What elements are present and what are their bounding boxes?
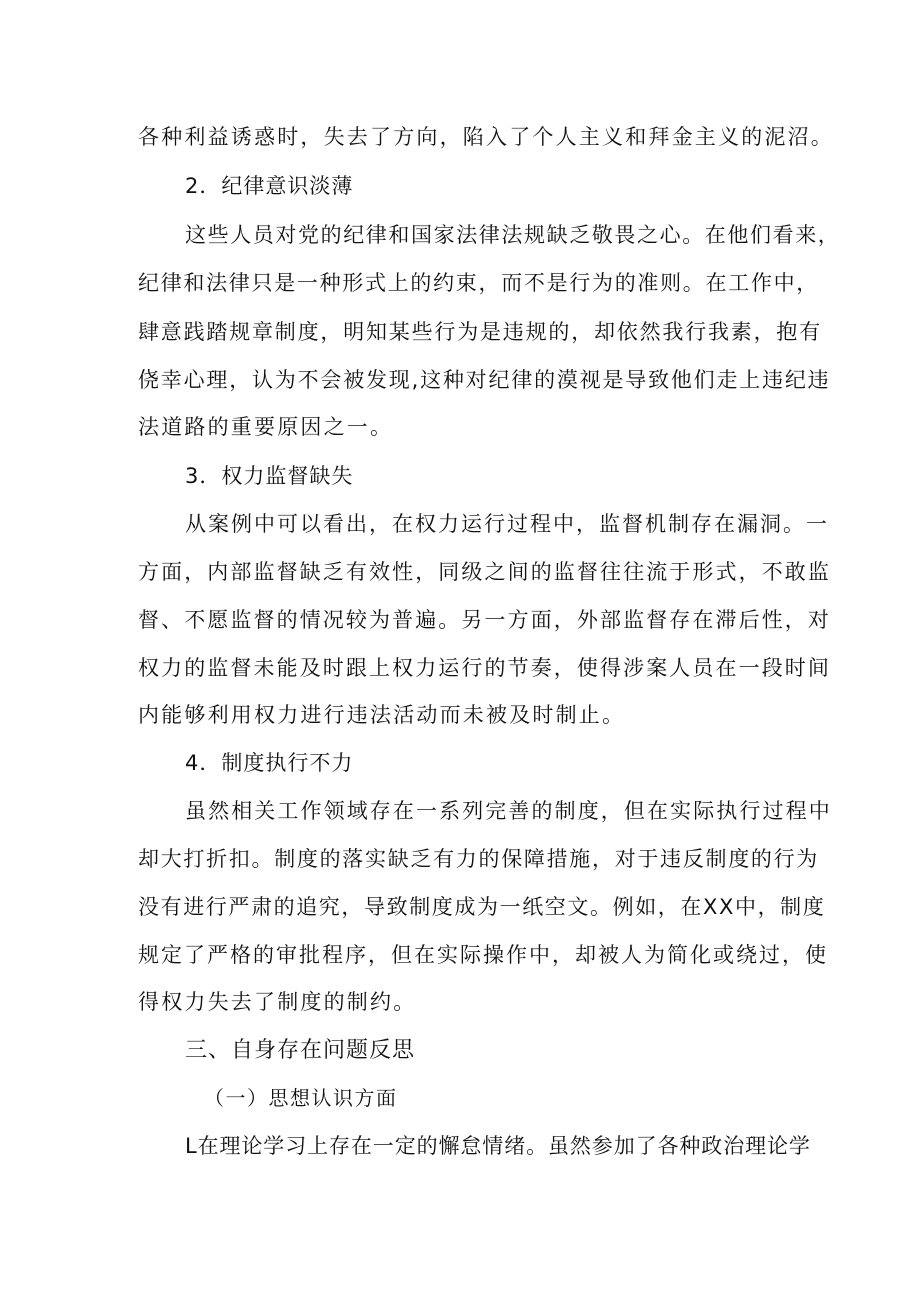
subsection-heading-ideological: （一）思想认识方面 xyxy=(204,1086,398,1110)
subheading-discipline-awareness: 2．纪律意识淡薄 xyxy=(185,174,354,198)
paragraph-line: 这些人员对党的纪律和国家法律法规缺乏敬畏之心。在他们看来， xyxy=(185,223,841,247)
paragraph-line: 得权力失去了制度的制约。 xyxy=(138,990,417,1014)
paragraph-line: 督、不愿监督的情况较为普遍。另一方面，外部监督存在滞后性，对 xyxy=(138,608,831,632)
paragraph-line: 从案例中可以看出，在权力运行过程中，监督机制存在漏洞。一 xyxy=(185,512,829,536)
paragraph-line: L在理论学习上存在一定的懈怠情绪。虽然参加了各种政治理论学 xyxy=(185,1134,811,1158)
paragraph-line: 纪律和法律只是一种形式上的约束，而不是行为的准则。在工作中， xyxy=(138,271,819,295)
paragraph-line: 各种利益诱惑时，失去了方向，陷入了个人主义和拜金主义的泥沼。 xyxy=(138,125,834,149)
subheading-system-execution: 4．制度执行不力 xyxy=(185,751,354,775)
paragraph-line: 方面，内部监督缺乏有效性，同级之间的监督往往流于形式，不敢监 xyxy=(138,560,831,584)
section-heading-self-reflection: 三、自身存在问题反思 xyxy=(185,1038,416,1063)
paragraph-line: 肆意践踏规章制度，明知某些行为是违规的，却依然我行我素，抱有 xyxy=(138,320,822,344)
paragraph-line: 虽然相关工作领域存在一系列完善的制度，但在实际执行过程中 xyxy=(185,799,832,823)
paragraph-line: 侥幸心理，认为不会被发现,这种对纪律的漠视是导致他们走上违纪违 xyxy=(138,368,831,392)
paragraph-line: 法道路的重要原因之一。 xyxy=(138,415,394,439)
paragraph-line: 却大打折扣。制度的落实缺乏有力的保障措施，对于违反制度的行为 xyxy=(138,847,819,871)
paragraph-line: 权力的监督未能及时跟上权力运行的节奏，使得涉案人员在一段时间 xyxy=(138,656,831,680)
subheading-power-supervision: 3．权力监督缺失 xyxy=(185,464,354,488)
paragraph-line: 规定了严格的审批程序，但在实际操作中，却被人为简化或绕过，使 xyxy=(138,943,828,967)
paragraph-line: 没有进行严肃的追究，导致制度成为一纸空文。例如，在XX中，制度 xyxy=(138,895,826,919)
paragraph-line: 内能够利用权力进行违法活动而未被及时制止。 xyxy=(138,703,626,727)
